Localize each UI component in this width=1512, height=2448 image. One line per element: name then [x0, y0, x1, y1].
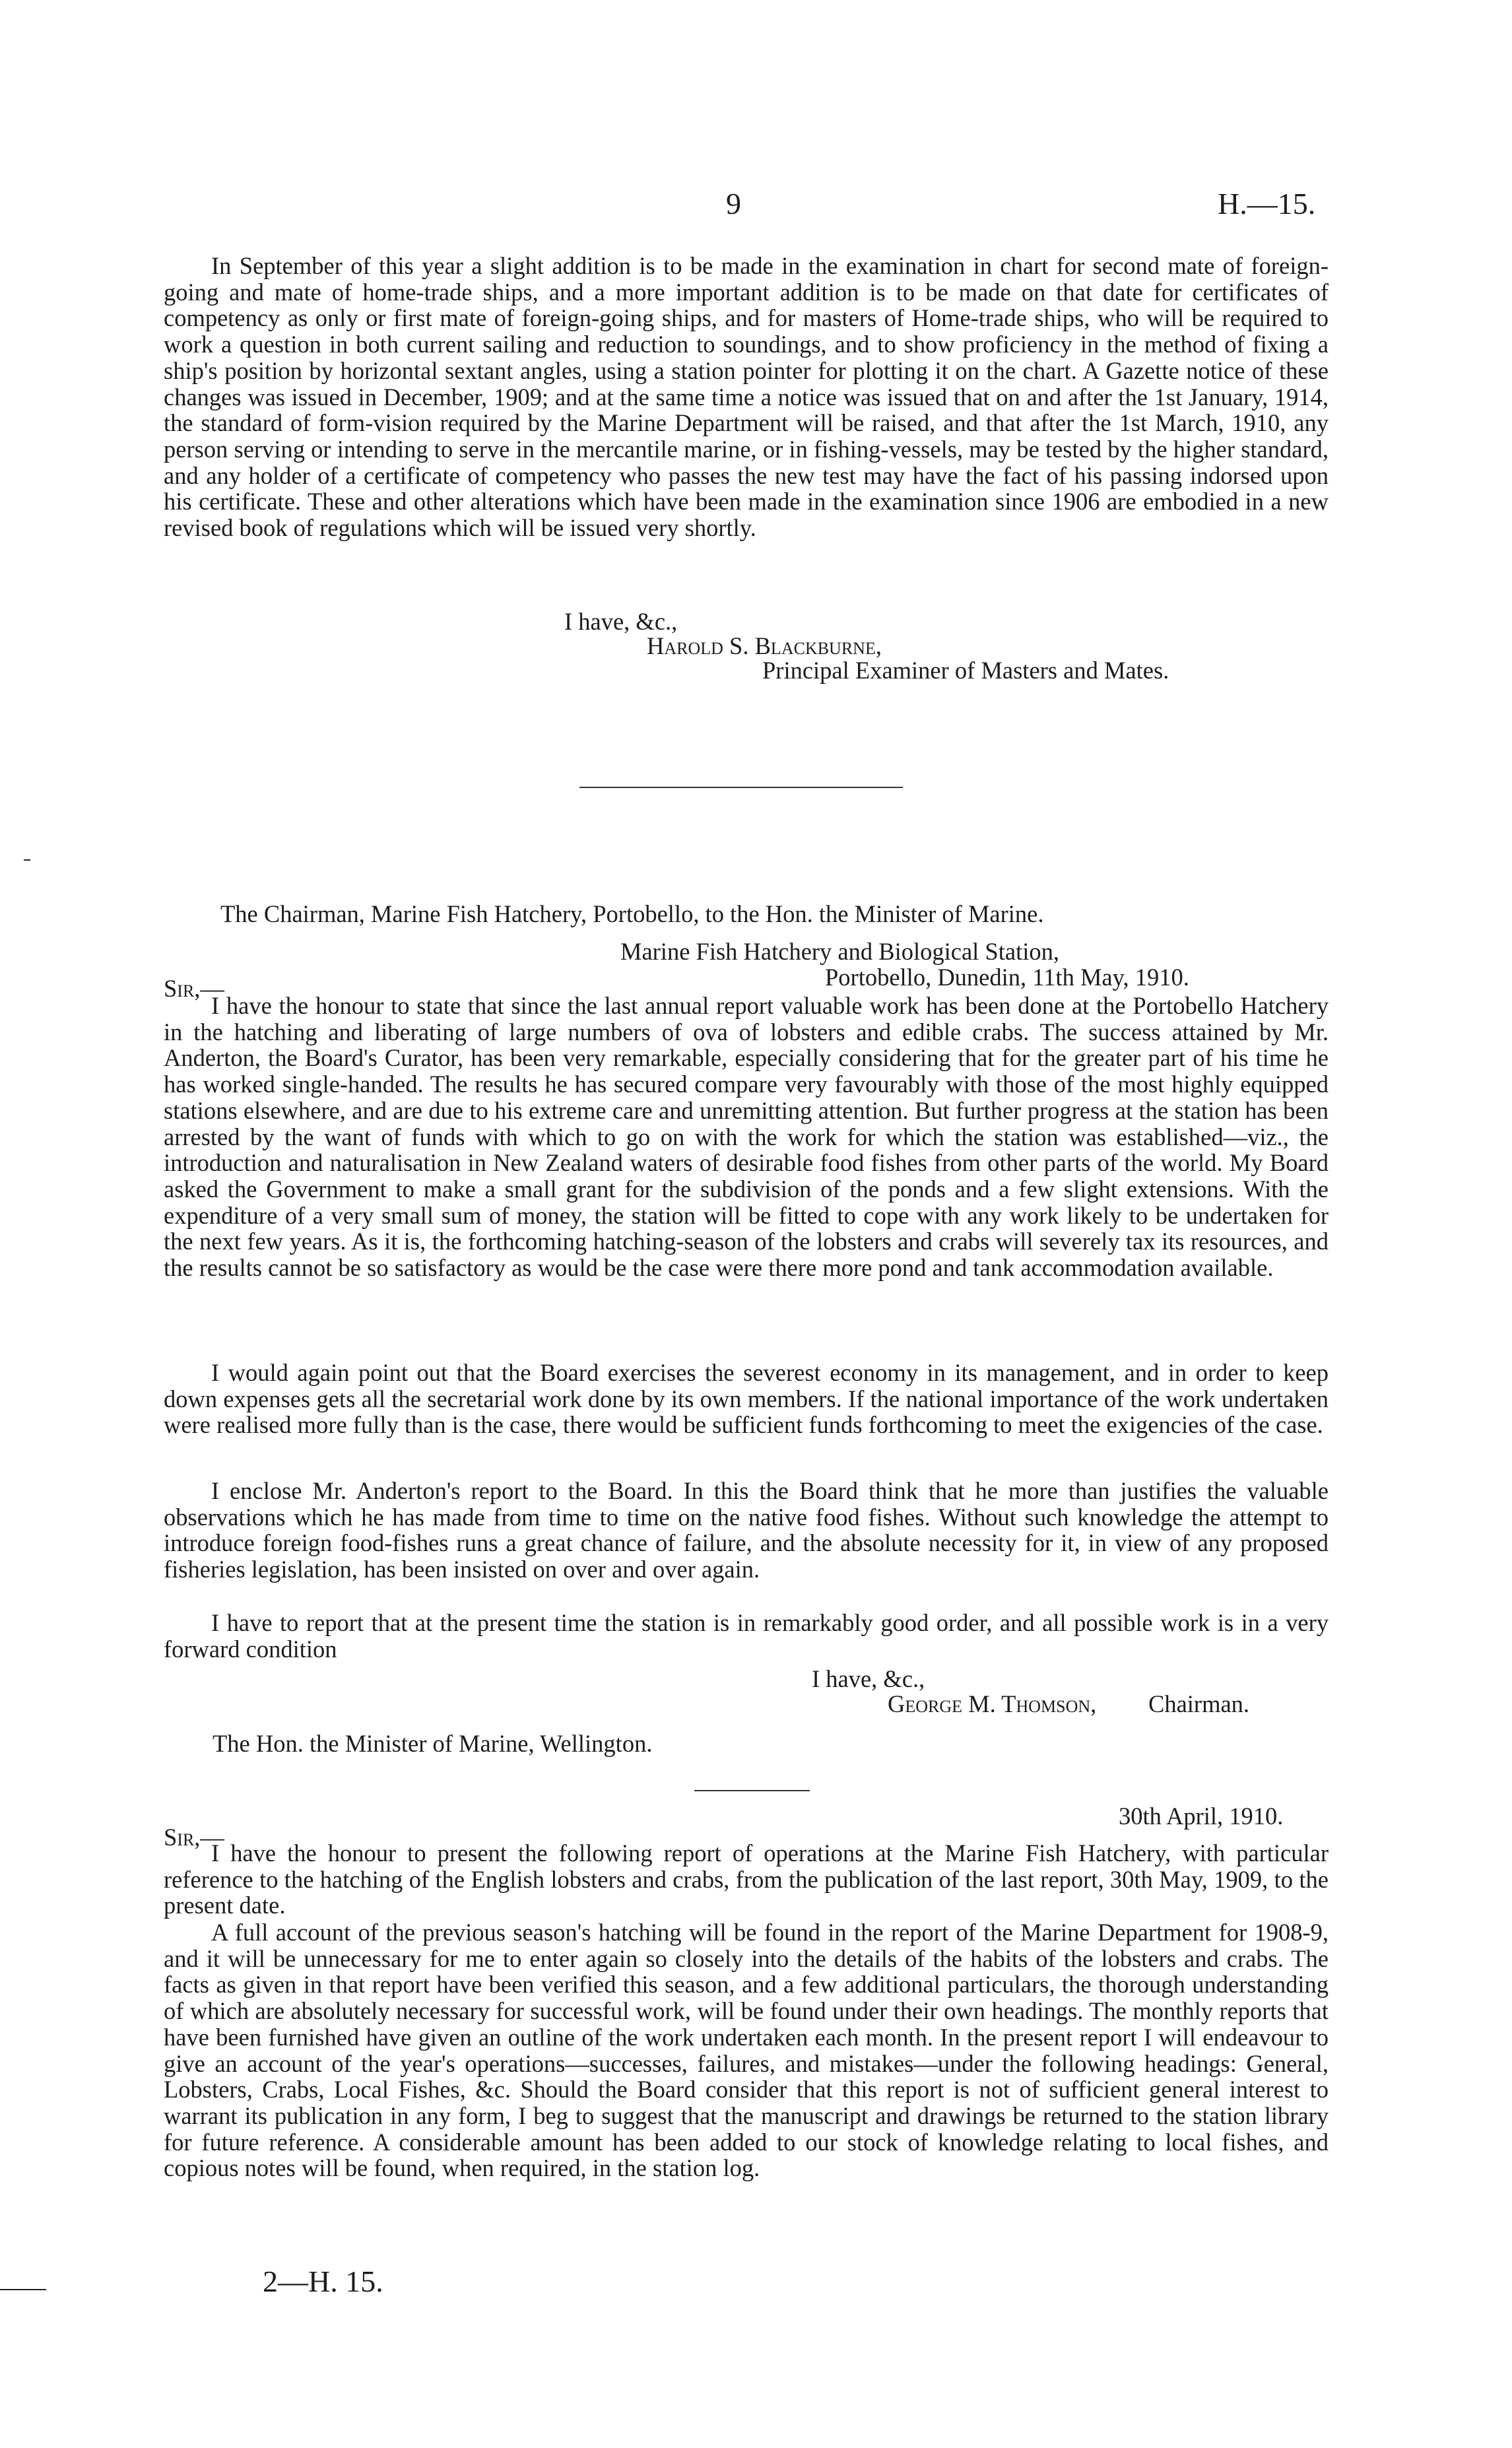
signatory-name: Harold S. Blackburne,: [647, 632, 882, 659]
report-paragraph-2: A full account of the previous season's hatching will be found in the report of the Marine Department for 1908-9, and it will be unnecessary for me to enter again so closely into the details of the habits of the lobsters and crabs. The facts as given in that report have been verified this season, and a few additional particulars, the thorough understanding of which are absolutely necessary for successful work, will be found under their own headings. The monthly reports that have been furnished have given an outline of the work undertaken each month. In the present report I will endeavour to give an account of the year's operations—successes, failures, and mistakes—under the following headings: General, Lobsters, Crabs, Local Fishes, &c. Should the Board consider that this report is not of sufficient general interest to warrant its publication in any form, I beg to suggest that the manuscript and drawings be returned to the station library for future reference. A considerable amount has been added to our stock of knowledge relating to local fishes, and copious notes will be found, when required, in the station log.: [164, 1919, 1329, 2182]
short-divider: [694, 1790, 810, 1791]
letter-paragraph-1: I have the honour to state that since the last annual report valuable work has been done at the Portobello Hatchery in the hatching and liberating of large numbers of ova of lobsters and edible crabs. The success attained by Mr. Anderton, the Board's Curator, has been very remarkable, especially considering that for the greater part of his time he has worked single-handed. The results he has secured compare very favourably with those of the most highly equipped stations elsewhere, and are due to his extreme care and unremitting attention. But further progress at the station has been arrested by the want of funds with which to go on with the work for which the station was established—viz., the introduction and naturalisation in New Zealand waters of desirable food fishes from other parts of the world. My Board asked the Government to make a small grant for the subdivision of the ponds and a few slight extensions. With the expenditure of a very small sum of money, the station will be fitted to cope with any work likely to be undertaken for the next few years. As it is, the forthcoming hatching-season of the lobsters and crabs will severely tax its resources, and the results cannot be so satisfactory as would be the case were there more pond and tank accommodation available.: [164, 992, 1329, 1282]
report-paragraph-1: I have the honour to present the following report of operations at the Marine Fish Hatchery, with particular reference to the hatching of the English lobsters and crabs, from the publication of the last report, 30th May, 1909, to the present date.: [164, 1839, 1329, 1919]
section-divider: [579, 787, 903, 788]
sender-address-line-2: Portobello, Dunedin, 11th May, 1910.: [825, 964, 1189, 991]
salutation: Sir,—: [164, 975, 224, 1002]
letter-paragraph-2: I would again point out that the Board exercises the severest economy in its management, and in order to keep down expenses gets all the secretarial work done by its own members. If the national importance of the work undertaken were realised more fully than is the case, there would be sufficient funds forthcoming to meet the exigencies of the case.: [164, 1359, 1329, 1439]
signatory-title: Principal Examiner of Masters and Mates.: [762, 657, 1169, 684]
scan-edge-mark: [24, 859, 30, 861]
printer-signature: 2—H. 15.: [263, 2265, 383, 2298]
closing-formula: I have, &c.,: [564, 608, 678, 635]
letter-paragraph-4: I have to report that at the present time the station is in remarkably good order, and all possible work is in a very forward condition: [164, 1609, 1329, 1663]
letter-heading: The Chairman, Marine Fish Hatchery, Portobello, to the Hon. the Minister of Marine.: [220, 900, 1044, 927]
page-number: 9: [726, 187, 741, 220]
examination-changes-paragraph: In September of this year a slight addition is to be made in the examination in chart for second mate of foreign-going and mate of home-trade ships, and a more important addition is to be made on that date for certificates of competency as only or first mate of foreign-going ships, and for masters of Home-trade ships, who will be required to work a question in both current sailing and reduction to soundings, and to show proficiency in the method of fixing a ship's position by horizontal sextant angles, using a station pointer for plotting it on the chart. A Gazette notice of these changes was issued in December, 1909; and at the same time a notice was issued that on and after the 1st January, 1914, the standard of form-vision required by the Marine Department will be raised, and that after the 1st March, 1910, any person serving or intending to serve in the mercantile marine, or in fishing-vessels, may be tested by the higher standard, and any holder of a certificate of competency who passes the new test may have the fact of his passing indorsed upon his certificate. These and other alterations which have been made in the examination since 1906 are embodied in a new revised book of regulations which will be issued very shortly.: [164, 252, 1329, 542]
addressee: The Hon. the Minister of Marine, Wellington.: [213, 1730, 653, 1757]
sender-address-line-1: Marine Fish Hatchery and Biological Station,: [620, 938, 1059, 965]
salutation: Sir,—: [164, 1824, 224, 1851]
signatory-role: Chairman.: [1148, 1690, 1250, 1717]
report-date: 30th April, 1910.: [1119, 1803, 1284, 1830]
signatory-name: George M. Thomson,: [888, 1690, 1097, 1717]
scan-edge-mark: [0, 2289, 46, 2290]
letter-paragraph-3: I enclose Mr. Anderton's report to the Board. In this the Board think that he more than justifies the valuable observations which he has made from time to time on the native food fishes. Without such knowledge the attempt to introduce foreign food-fishes runs a great chance of failure, and the absolute necessity for it, in view of any proposed fisheries legislation, has been insisted on over and over again.: [164, 1477, 1329, 1583]
report-reference: H.—15.: [1218, 187, 1316, 220]
closing-formula: I have, &c.,: [812, 1665, 925, 1692]
